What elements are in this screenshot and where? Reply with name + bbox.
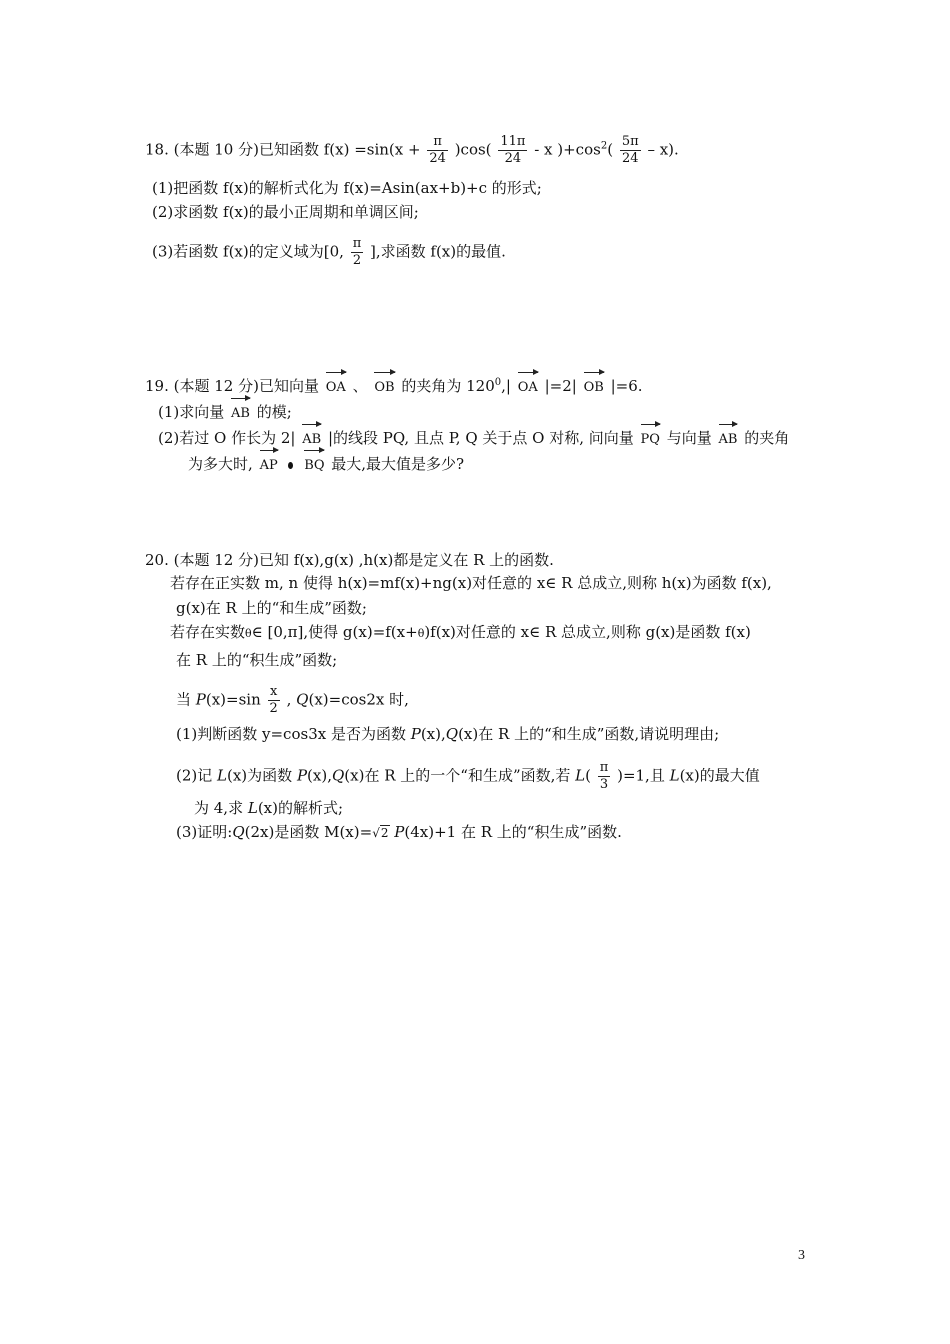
page-number: 3 — [798, 1248, 805, 1263]
vector-ab: AB — [719, 424, 738, 450]
q20-part-2-cont: 为 4,求 L(x)的解析式; — [194, 799, 344, 817]
q20-part-2: (2)记 L(x)为函数 P(x),Q(x)在 R 上的一个“和生成”函数,若 L( $\frac{\pi}{3}$ )=1,且 L(x)的最大值 — [176, 760, 760, 792]
q20-definition-1-cont: g(x)在 R 上的“和生成”函数; — [176, 599, 367, 617]
q18-heading: 18. (本题 10 分)已知函数 f(x) =sin(x + $\frac{\pi}{24}$ )cos( $\frac{11\pi}{24}$ - x )$+\cos^2$( $\frac{5\pi}{24}$ – x). — [145, 134, 679, 166]
vector-bq: BQ — [304, 450, 324, 476]
q19-part-2-cont: 为多大时, AP BQ 最大,最大值是多少? — [188, 450, 464, 476]
q20-part-3: (3)证明:Q(2x)是函数 M(x)=√2 P(4x)+1 在 R 上的“积生成”函数. — [176, 823, 622, 841]
q18-part-1: (1)把函数 f(x)的解析式化为 f(x)=Asin(ax+b)+c 的形式; — [152, 179, 542, 197]
q18-part-2: (2)求函数 f(x)的最小正周期和单调区间; — [152, 203, 419, 221]
q20-definition-2: 若存在实数θ∈ [0,π],使得 g(x)=f(x+θ)f(x)对任意的 x∈ R 总成立,则称 g(x)是函数 f(x) — [170, 623, 751, 641]
q20-definition-2-cont: 在 R 上的“积生成”函数; — [176, 651, 338, 669]
q20-heading: 20. (本题 12 分)已知 f(x),g(x) ,h(x)都是定义在 R 上的函数. — [145, 551, 554, 569]
vector-pq: PQ — [641, 424, 660, 450]
q18-part-3: (3)若函数 f(x)的定义域为[0, $\frac{\pi}{2}$ ],求函数 f(x)的最值. — [152, 236, 506, 268]
fraction: $\frac{5\pi}{24}$ — [621, 134, 639, 166]
sqrt-symbol: √2 — [372, 826, 389, 840]
q19-part-2: (2)若过 O 作长为 2| AB |的线段 PQ, 且点 P, Q 关于点 O 对称, 问向量 PQ 与向量 AB 的夹角 — [158, 424, 789, 450]
q20-given: 当 P(x)=sin $\frac{x}{2}$ , Q(x)=cos2x 时, — [176, 684, 409, 716]
vector-ob: OB — [584, 372, 604, 398]
vector-oa: OA — [326, 372, 346, 398]
vector-ab: AB — [302, 424, 321, 450]
fraction: $\frac{x}{2}$ — [269, 684, 278, 716]
vector-ab: AB — [231, 398, 250, 424]
vector-ap: AP — [260, 450, 278, 476]
fraction: $\frac{\pi}{3}$ — [599, 760, 609, 792]
dot-product-icon — [288, 462, 293, 469]
fraction: $\frac{\pi}{24}$ — [429, 134, 446, 166]
q19-heading: 19. (本题 12 分)已知向量 OA 、 OB 的夹角为 $120^0,|$ OA |=2| OB |=6. — [145, 372, 643, 398]
q19-part-1: (1)求向量 AB 的模; — [158, 398, 292, 424]
fraction: $\frac{11\pi}{24}$ — [500, 134, 526, 166]
fraction: $\frac{\pi}{2}$ — [352, 236, 362, 268]
vector-oa: OA — [518, 372, 538, 398]
vector-ob: OB — [374, 372, 394, 398]
q20-definition-1: 若存在正实数 m, n 使得 h(x)=mf(x)+ng(x)对任意的 x∈ R 总成立,则称 h(x)为函数 f(x), — [170, 574, 772, 592]
q20-part-1: (1)判断函数 y=cos3x 是否为函数 P(x),Q(x)在 R 上的“和生成”函数,请说明理由; — [176, 725, 720, 743]
